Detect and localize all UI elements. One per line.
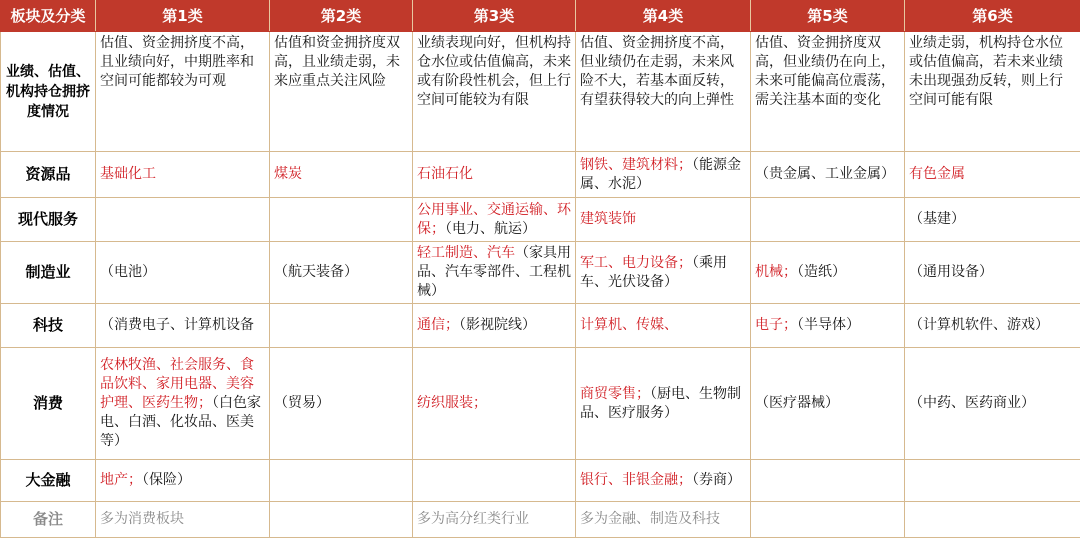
note-text: （家具用品、汽车零部件、工程机械） — [417, 245, 571, 299]
table-cell — [270, 198, 413, 242]
highlight-text: 电子； — [755, 317, 797, 333]
note-text: （医疗器械） — [755, 395, 839, 411]
note-text: （乘用车、光伏设备） — [580, 254, 727, 290]
note-cell — [270, 502, 413, 538]
row-label: 制造业 — [1, 242, 96, 304]
table-cell — [270, 152, 413, 198]
note-text: （计算机软件、游戏） — [909, 317, 1049, 333]
table-cell — [413, 198, 576, 242]
header-cell: 第2类 — [270, 1, 413, 32]
description-cell: 业绩走弱，机构持仓水位或估值偏高，若未来业绩未出现强劲反转，则上行空间可能有限 — [905, 32, 1080, 152]
highlight-text: 银行、非银金融； — [580, 472, 692, 488]
table-cell — [96, 460, 270, 502]
note-cell — [751, 502, 905, 538]
table-cell — [905, 242, 1080, 304]
table-cell — [751, 152, 905, 198]
highlight-text: 基础化工 — [100, 166, 156, 182]
note-text: （电池） — [100, 264, 156, 280]
table-cell — [751, 304, 905, 348]
highlight-text: 煤炭 — [274, 166, 302, 182]
note-text: （贸易） — [274, 395, 330, 411]
row-label: 资源品 — [1, 152, 96, 198]
table-cell — [413, 460, 576, 502]
row-label: 备注 — [1, 502, 96, 538]
note-cell: 多为高分红类行业 — [413, 502, 576, 538]
note-row — [1, 502, 1080, 538]
note-text: （航天装备） — [274, 264, 358, 280]
note-text: （保险） — [142, 472, 191, 488]
note-text: （厨电、生物制品、医疗服务） — [580, 385, 741, 421]
note-text: （基建） — [909, 211, 965, 227]
note-cell — [905, 502, 1080, 538]
description-cell: 业绩表现向好，但机构持仓水位或估值偏高，未来或有阶段性机会，但上行空间可能较为有限 — [413, 32, 576, 152]
table-cell — [270, 304, 413, 348]
table-cell — [270, 242, 413, 304]
description-row — [1, 32, 1080, 152]
highlight-text: 建筑装饰 — [580, 211, 636, 227]
highlight-text: 有色金属 — [909, 166, 965, 182]
row-label: 现代服务 — [1, 198, 96, 242]
note-text: （半导体） — [797, 317, 860, 333]
description-cell: 估值和资金拥挤度双高，且业绩走弱，未来应重点关注风险 — [270, 32, 413, 152]
description-cell: 估值、资金拥挤度双高，但业绩仍在向上，未来可能偏高位震荡，需关注基本面的变化 — [751, 32, 905, 152]
table-cell — [96, 304, 270, 348]
highlight-text: 纺织服装； — [417, 395, 487, 411]
row-label: 科技 — [1, 304, 96, 348]
table-cell — [413, 152, 576, 198]
note-text: （能源金属、水泥） — [580, 156, 741, 192]
note-text: （电力、航运） — [445, 220, 536, 237]
row-label: 消费 — [1, 348, 96, 460]
highlight-text: 军工、电力设备； — [580, 254, 692, 271]
table-row — [1, 304, 1080, 348]
table-cell — [576, 304, 751, 348]
table-cell — [576, 242, 751, 304]
header-cell: 第3类 — [413, 1, 576, 32]
note-cell: 多为消费板块 — [96, 502, 270, 538]
note-text: （贵金属、工业金属） — [755, 166, 895, 182]
table-cell — [751, 460, 905, 502]
note-cell: 多为金融、制造及科技 — [576, 502, 751, 538]
table-cell — [96, 348, 270, 460]
table-cell — [576, 460, 751, 502]
header-cell: 第4类 — [576, 1, 751, 32]
table-cell — [905, 198, 1080, 242]
table-cell — [905, 304, 1080, 348]
table-cell — [905, 460, 1080, 502]
header-cell: 第1类 — [96, 1, 270, 32]
row-label: 大金融 — [1, 460, 96, 502]
row-label: 业绩、估值、机构持仓拥挤度情况 — [1, 32, 96, 152]
note-text: （通用设备） — [909, 264, 993, 280]
note-text: （券商） — [692, 472, 741, 488]
highlight-text: 石油石化 — [417, 166, 473, 182]
table-cell — [96, 152, 270, 198]
highlight-text: 商贸零售； — [580, 385, 650, 402]
description-cell: 估值、资金拥挤度不高，且业绩向好，中期胜率和空间可能都较为可观 — [96, 32, 270, 152]
header-row — [1, 1, 1080, 32]
table-cell — [905, 348, 1080, 460]
highlight-text: 机械； — [755, 264, 797, 280]
table-cell — [413, 242, 576, 304]
table-cell — [576, 152, 751, 198]
header-cell: 板块及分类 — [1, 1, 96, 32]
highlight-text: 轻工制造、汽车 — [417, 245, 515, 261]
note-text: （消费电子、计算机设备 — [100, 317, 254, 333]
header-cell: 第5类 — [751, 1, 905, 32]
highlight-text: 公用事业、交通运输、环保； — [417, 201, 571, 237]
table-cell — [96, 242, 270, 304]
note-text: （造纸） — [797, 264, 846, 280]
highlight-text: 计算机、传媒、 — [580, 317, 678, 333]
note-text: （影视院线） — [459, 317, 536, 333]
table-cell — [751, 242, 905, 304]
table-row — [1, 348, 1080, 460]
table-cell — [905, 152, 1080, 198]
table-cell — [413, 348, 576, 460]
table-row — [1, 242, 1080, 304]
table-cell — [751, 198, 905, 242]
description-cell: 估值、资金拥挤度不高，但业绩仍在走弱，未来风险不大，若基本面反转，有望获得较大的向上弹性 — [576, 32, 751, 152]
table-row — [1, 460, 1080, 502]
highlight-text: 钢铁、建筑材料； — [580, 156, 692, 173]
note-text: （白色家电、白酒、化妆品、医美等） — [100, 395, 261, 449]
table-cell — [270, 460, 413, 502]
table-cell — [413, 304, 576, 348]
header-cell: 第6类 — [905, 1, 1080, 32]
highlight-text: 通信； — [417, 317, 459, 333]
table-cell — [576, 198, 751, 242]
note-text: （中药、医药商业） — [909, 395, 1035, 411]
highlight-text: 农林牧渔、社会服务、食品饮料、家用电器、美容护理、医药生物； — [100, 357, 254, 411]
table-row — [1, 152, 1080, 198]
table-cell — [96, 198, 270, 242]
table-cell — [270, 348, 413, 460]
table-row — [1, 198, 1080, 242]
highlight-text: 地产； — [100, 472, 142, 488]
table-cell — [751, 348, 905, 460]
table-cell — [576, 348, 751, 460]
